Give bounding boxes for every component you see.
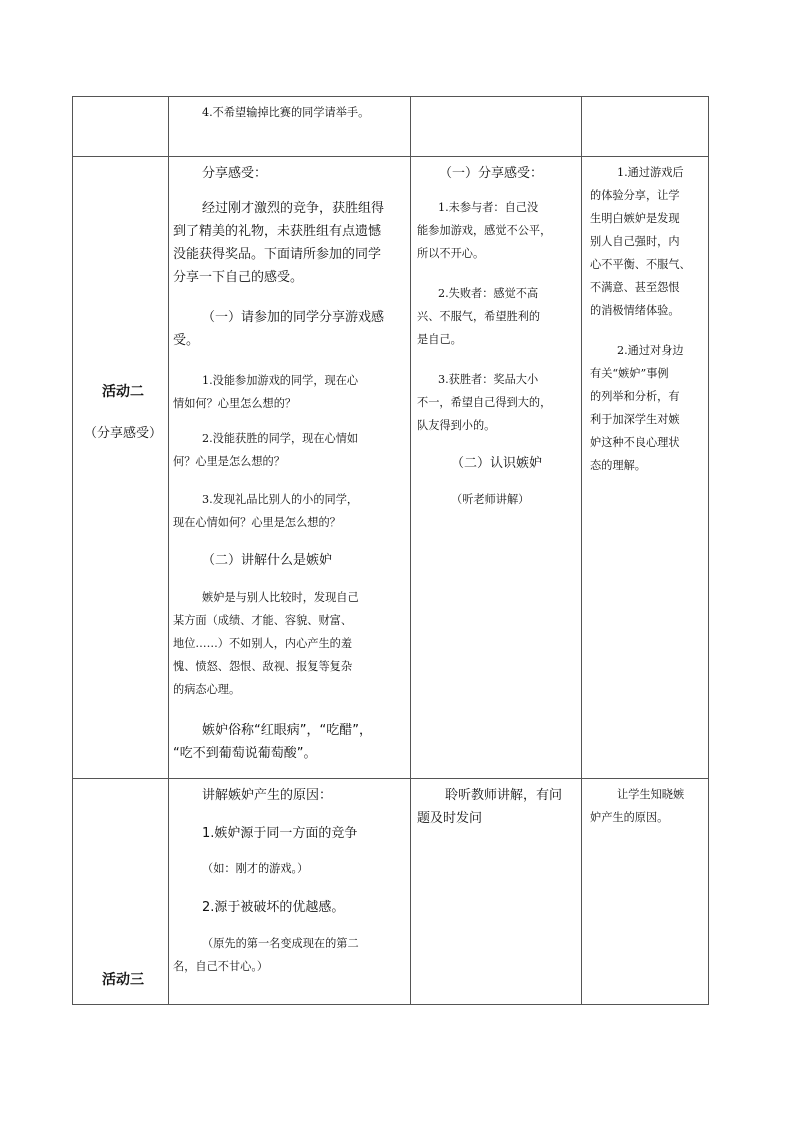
teacher-cell-line: 4.不希望输掉比赛的同学请举手。: [202, 106, 370, 119]
teacher-cell-line: 的病态心理。: [173, 683, 241, 696]
intent-cell-line: 的列举和分析，有: [590, 390, 680, 403]
table-left-border: [72, 96, 73, 1005]
teacher-cell-line: 愧、愤怒、怨恨、敌视、报复等复杂: [173, 660, 353, 673]
student-cell-line: 3.获胜者：奖品大小: [438, 373, 539, 386]
intent-cell-line: 的消极情绪体验。: [590, 304, 680, 317]
teacher-cell-line: （如：刚才的游戏。）: [202, 862, 309, 875]
activity-two-title: 活动二: [102, 384, 144, 400]
intent-cell-line: 利于加深学生对嫉: [590, 413, 680, 426]
teacher-cell-line: 1.没能参加游戏的同学，现在心: [202, 374, 359, 387]
teacher-cell-line: 分享一下自己的感受。: [173, 270, 304, 285]
teacher-cell-line: “吃不到葡萄说葡萄酸”。: [173, 746, 317, 761]
student-cell-line: 不一，希望自己得到大的，: [417, 396, 552, 409]
intent-cell-line: 心不平衡、不服气、: [590, 258, 691, 271]
intent-cell-line: 不满意、甚至怨恨: [590, 281, 680, 294]
teacher-cell-line: 嫉妒是与别人比较时，发现自己: [202, 591, 359, 604]
teacher-cell-line: 嫉妒俗称“红眼病”，“吃醋”，: [202, 723, 372, 738]
teacher-cell-line: 到了精美的礼物，未获胜组有点遗憾: [173, 224, 382, 239]
teacher-cell-line: 分享感受：: [202, 166, 268, 181]
activity-three-title: 活动三: [102, 972, 144, 988]
student-cell-line: 是自己。: [417, 333, 462, 346]
teacher-cell-line: 何？心里是怎么想的？: [173, 455, 285, 468]
teacher-cell-line: 地位……）不如别人，内心产生的羞: [173, 637, 353, 650]
student-cell-line: 所以不开心。: [417, 247, 485, 260]
activity-two-subtitle: （分享感受）: [84, 426, 163, 441]
intent-cell-line: 别人自己强时，内: [590, 235, 680, 248]
student-cell-line: 队友得到小的。: [417, 419, 496, 432]
intent-cell-line: 的体验分享，让学: [590, 189, 680, 202]
intent-cell-line: 1.通过游戏后: [617, 166, 684, 179]
table-column-divider: [168, 96, 169, 1005]
teacher-cell-line: 受。: [173, 333, 200, 348]
teacher-cell-line: 1.嫉妒源于同一方面的竞争: [202, 826, 358, 841]
student-cell-line: 1.未参与者：自己没: [438, 201, 539, 214]
intent-cell-line: 有关“嫉妒”事例: [590, 367, 669, 380]
student-cell-line: 兴、不服气，希望胜利的: [417, 310, 541, 323]
teacher-cell-line: 名，自己不甘心。）: [173, 960, 269, 973]
teacher-cell-line: 现在心情如何？心里是怎么想的？: [173, 516, 341, 529]
teacher-cell-line: （原先的第一名变成现在的第二: [202, 937, 359, 950]
teacher-cell-line: 经过刚才激烈的竞争，获胜组得: [202, 201, 385, 216]
intent-cell-line: 妒产生的原因。: [590, 811, 669, 824]
teacher-cell-line: 讲解嫉妒产生的原因：: [202, 788, 333, 803]
intent-cell-line: 生明白嫉妒是发现: [590, 212, 680, 225]
teacher-cell-line: 情如何？心里怎么想的？: [173, 397, 297, 410]
teacher-cell-line: 某方面（成绩、才能、容貌、财富、: [173, 614, 353, 627]
table-column-divider: [410, 96, 411, 1005]
intent-cell-line: 2.通过对身边: [617, 344, 684, 357]
teacher-cell-line: 2.没能获胜的同学，现在心情如: [202, 432, 359, 445]
intent-cell-line: 态的理解。: [590, 459, 646, 472]
table-column-divider: [581, 96, 582, 1005]
intent-cell-line: 让学生知晓嫉: [617, 788, 685, 801]
student-cell-line: （二）认识嫉妒: [451, 456, 543, 471]
teacher-cell-line: 没能获得奖品。下面请所参加的同学: [173, 247, 382, 262]
student-cell-line: 2.失败者：感觉不高: [438, 287, 539, 300]
intent-cell-line: 妒这种不良心理状: [590, 436, 680, 449]
student-cell-line: （听老师讲解）: [451, 493, 530, 506]
student-cell-line: 题及时发问: [417, 811, 483, 826]
teacher-cell-line: 3.发现礼品比别人的小的同学，: [202, 493, 359, 506]
student-cell-line: 能参加游戏，感觉不公平，: [417, 224, 552, 237]
student-cell-line: 聆听教师讲解，有问: [445, 788, 563, 803]
student-cell-line: （一）分享感受：: [439, 166, 544, 181]
teacher-cell-line: 2.源于被破坏的优越感。: [202, 900, 345, 915]
teacher-cell-line: （二）讲解什么是嫉妒: [202, 553, 333, 568]
table-right-border: [708, 96, 709, 1005]
teacher-cell-line: （一）请参加的同学分享游戏感: [202, 310, 385, 325]
